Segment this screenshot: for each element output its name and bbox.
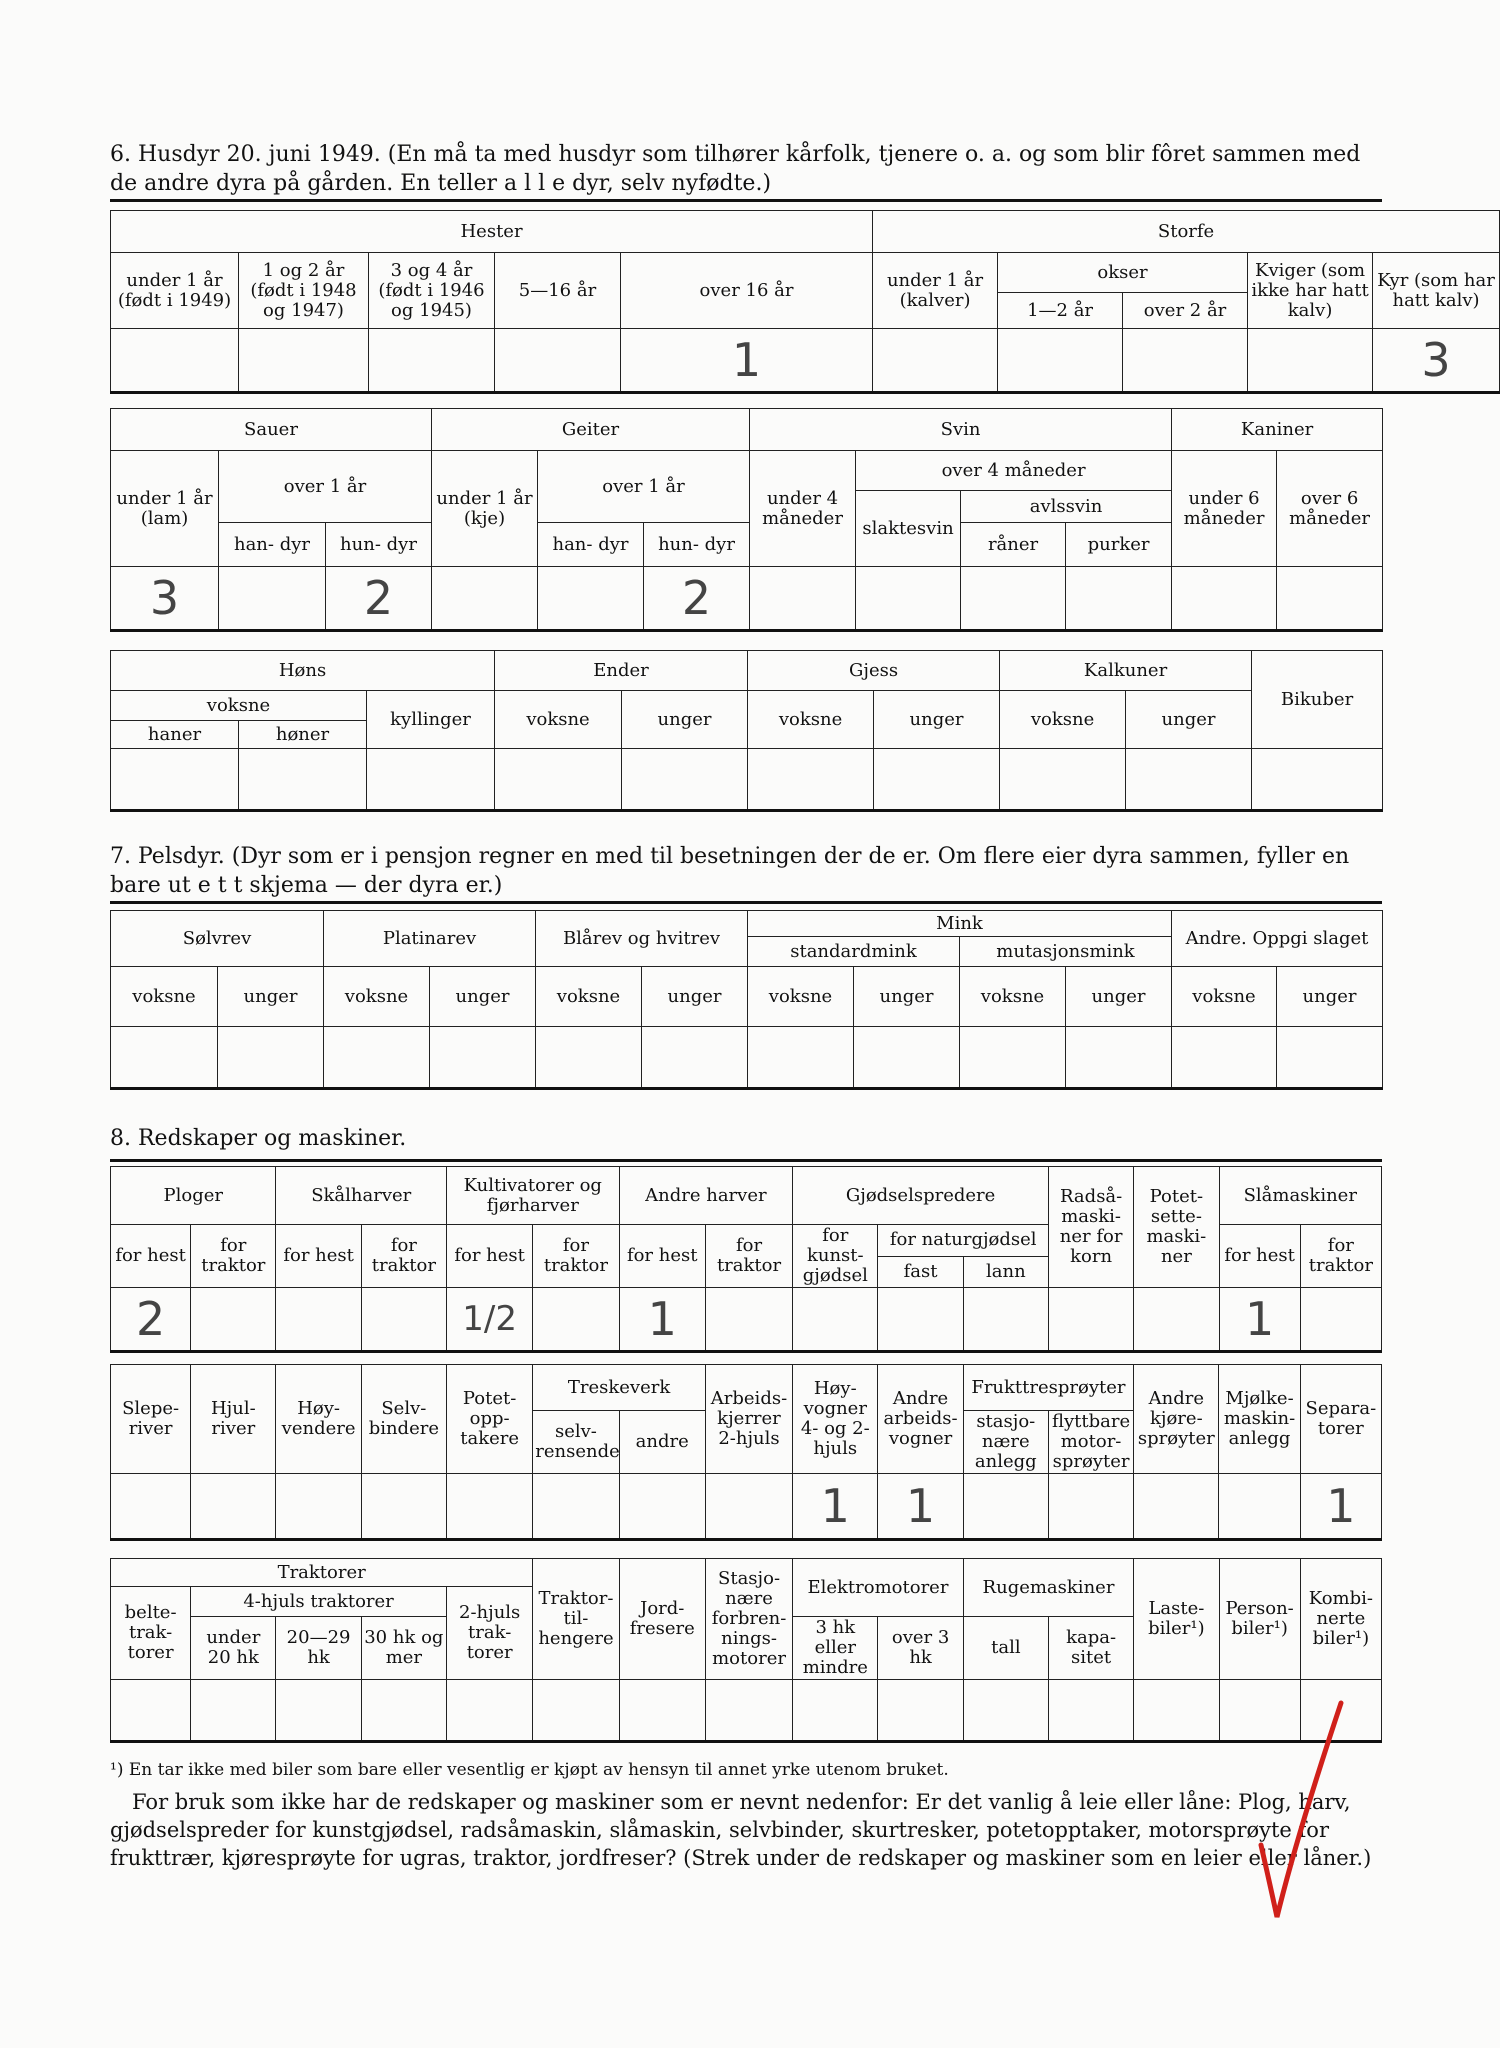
sauer-header: Sauer xyxy=(111,409,432,451)
ender-voksne: voksne xyxy=(495,691,622,749)
field[interactable] xyxy=(111,329,239,393)
field[interactable] xyxy=(1048,1680,1133,1742)
radsamaskiner: Radså- maski- ner for korn xyxy=(1048,1167,1133,1288)
field[interactable] xyxy=(748,749,874,811)
field[interactable] xyxy=(963,1288,1048,1352)
hjul-river: Hjul- river xyxy=(191,1365,276,1474)
pels-voksne: voksne xyxy=(324,967,430,1027)
gjess-header: Gjess xyxy=(748,651,1000,691)
field[interactable] xyxy=(874,749,1000,811)
bikuber: Bikuber xyxy=(1252,651,1383,749)
field[interactable] xyxy=(963,1474,1048,1540)
field[interactable] xyxy=(1248,329,1373,393)
field[interactable] xyxy=(1066,1027,1172,1089)
field[interactable] xyxy=(219,567,326,631)
arbeidskjerrer: Arbeids- kjerrer 2-hjuls xyxy=(705,1365,792,1474)
sla-hest: for hest xyxy=(1219,1225,1300,1288)
field[interactable] xyxy=(619,1474,705,1540)
field[interactable] xyxy=(111,1680,191,1742)
field[interactable] xyxy=(495,749,622,811)
pels-voksne: voksne xyxy=(960,967,1066,1027)
section-8-heading: 8. Redskaper og maskiner. xyxy=(110,1126,407,1151)
geit-hundyr: hun- dyr xyxy=(644,523,750,567)
field[interactable] xyxy=(1134,1680,1219,1742)
harv-traktor: for traktor xyxy=(705,1225,792,1288)
field[interactable] xyxy=(239,749,367,811)
field[interactable] xyxy=(854,1027,960,1089)
field[interactable] xyxy=(705,1474,792,1540)
ruge-kapasitet: kapa- sitet xyxy=(1048,1617,1133,1680)
pels-unger: unger xyxy=(1277,967,1383,1027)
traktor-under20: under 20 hk xyxy=(191,1617,276,1680)
field[interactable] xyxy=(430,1027,536,1089)
field[interactable] xyxy=(960,1027,1066,1089)
field[interactable] xyxy=(276,1680,361,1742)
redskaper-table-1 xyxy=(110,1166,1382,1353)
2-hjuls-traktorer: 2-hjuls trak- torer xyxy=(446,1587,532,1680)
lastebiler: Laste- biler¹) xyxy=(1134,1559,1219,1680)
avlssvin: avlssvin xyxy=(961,491,1172,523)
skal-hest: for hest xyxy=(276,1225,361,1288)
field[interactable] xyxy=(446,1680,532,1742)
field[interactable] xyxy=(793,1288,878,1352)
field[interactable] xyxy=(1048,1474,1133,1540)
andre-harver-header: Andre harver xyxy=(619,1167,793,1225)
field[interactable] xyxy=(218,1027,324,1089)
kalkuner-voksne: voksne xyxy=(1000,691,1126,749)
field[interactable] xyxy=(495,329,621,393)
field[interactable] xyxy=(536,1027,642,1089)
redskaper-table-2 xyxy=(110,1364,1382,1541)
honer: høner xyxy=(239,721,367,749)
rugemaskiner-header: Rugemaskiner xyxy=(963,1559,1134,1617)
field-sla-hest[interactable]: 1 xyxy=(1219,1288,1300,1352)
4-hjuls-header: 4-hjuls traktorer xyxy=(191,1587,447,1617)
personbiler: Person- biler¹) xyxy=(1219,1559,1300,1680)
field-plog-hest[interactable]: 2 xyxy=(111,1288,191,1352)
slepe-river: Slepe- river xyxy=(111,1365,191,1474)
section-6-rule xyxy=(110,199,1382,202)
field[interactable] xyxy=(276,1288,361,1352)
frukttresproyter-header: Frukttresprøyter xyxy=(963,1365,1134,1411)
field[interactable] xyxy=(998,329,1123,393)
natur-fast: fast xyxy=(878,1256,963,1288)
hester-header: Hester xyxy=(111,211,873,253)
geit-kje: under 1 år (kje) xyxy=(432,451,538,567)
field[interactable] xyxy=(748,1027,854,1089)
gjodsel-natur: for naturgjødsel xyxy=(878,1225,1049,1257)
husdyr-fjorfe-table xyxy=(110,650,1383,812)
field[interactable] xyxy=(111,749,239,811)
kult-hest: for hest xyxy=(447,1225,533,1288)
field[interactable] xyxy=(1252,749,1383,811)
field[interactable] xyxy=(367,749,495,811)
field-lam[interactable]: 3 xyxy=(111,567,219,631)
hest-under1: under 1 år (født i 1949) xyxy=(111,253,239,329)
field[interactable] xyxy=(432,567,538,631)
field[interactable] xyxy=(1000,749,1126,811)
kultivatorer-header: Kultivatorer og fjørharver xyxy=(447,1167,620,1225)
field[interactable] xyxy=(111,1027,218,1089)
elektromotorer-header: Elektromotorer xyxy=(793,1559,964,1617)
husdyr-hester-storfe-table xyxy=(110,210,1500,394)
gjess-unger: unger xyxy=(874,691,1000,749)
plog-traktor: for traktor xyxy=(191,1225,276,1288)
field[interactable] xyxy=(538,567,644,631)
hons-header: Høns xyxy=(111,651,495,691)
tresk-andre: andre xyxy=(619,1411,705,1474)
ploger-header: Ploger xyxy=(111,1167,276,1225)
field[interactable] xyxy=(369,329,495,393)
gjess-voksne: voksne xyxy=(748,691,874,749)
raner: råner xyxy=(961,523,1066,567)
field[interactable] xyxy=(878,1680,963,1742)
geiter-header: Geiter xyxy=(432,409,750,451)
section-6-heading: 6. Husdyr 20. juni 1949. (En må ta med husdyr som tilhører kårfolk, tjenere o. a. og som blir fôret sammen med de andre dyra på gården. En teller a l l e dyr, selv nyfødte.) xyxy=(110,142,1361,196)
husdyr-sau-geit-svin-table xyxy=(110,408,1383,632)
field[interactable] xyxy=(1277,1027,1383,1089)
field[interactable] xyxy=(533,1680,619,1742)
potetsettemaskiner: Potet- sette- maski- ner xyxy=(1134,1167,1219,1288)
field[interactable] xyxy=(1300,1288,1381,1352)
kalkuner-header: Kalkuner xyxy=(1000,651,1252,691)
andre-arbeidsvogner: Andre arbeids- vogner xyxy=(878,1365,963,1474)
jordfresere: Jord- fresere xyxy=(619,1559,705,1680)
storfe-kalver: under 1 år (kalver) xyxy=(873,253,998,329)
pels-voksne: voksne xyxy=(1172,967,1277,1027)
field[interactable] xyxy=(324,1027,430,1089)
selv-bindere: Selv- bindere xyxy=(361,1365,446,1474)
svin-over4: over 4 måneder xyxy=(856,451,1172,491)
kombinerte-biler: Kombi- nerte biler¹) xyxy=(1300,1559,1381,1680)
gjodselspredere-header: Gjødselspredere xyxy=(793,1167,1049,1225)
pels-voksne: voksne xyxy=(748,967,854,1027)
field[interactable] xyxy=(705,1288,792,1352)
andre-kjoresproyter: Andre kjøre- sprøyter xyxy=(1134,1365,1219,1474)
separatorer: Separa- torer xyxy=(1300,1365,1381,1474)
gjodsel-kunst: for kunst- gjødsel xyxy=(793,1225,878,1288)
field[interactable] xyxy=(1134,1288,1219,1352)
closing-question: For bruk som ikke har de redskaper og maskiner som er nevnt nedenfor: Er det vanlig å leie eller låne: Plog, harv, gjødselspreder for kunstgjødsel, radsåmaskin, slåmaskin, selvbinder, skurtresker, potetopptaker, motorsprøyte for frukttrær, kjøresprøyte for ugras, traktor, jordfreser? (Strek under de redskaper og maskiner som en leier eller låner.) xyxy=(110,1790,1372,1870)
field[interactable] xyxy=(793,1680,878,1742)
redskaper-table-3 xyxy=(110,1558,1382,1743)
field[interactable] xyxy=(873,329,998,393)
field[interactable] xyxy=(191,1288,276,1352)
traktor-20-29: 20—29 hk xyxy=(276,1617,361,1680)
field[interactable] xyxy=(191,1474,276,1540)
andre-pelsdyr-header: Andre. Oppgi slaget xyxy=(1172,911,1383,967)
field[interactable] xyxy=(642,1027,748,1089)
field[interactable] xyxy=(1134,1474,1219,1540)
treskeverk-header: Treskeverk xyxy=(533,1365,706,1411)
kviger: Kviger (som ikke har hatt kalv) xyxy=(1248,253,1373,329)
pels-unger: unger xyxy=(430,967,536,1027)
kaniner-header: Kaniner xyxy=(1172,409,1383,451)
geit-over1: over 1 år xyxy=(538,451,750,523)
field-andre-arbeidsvogner[interactable]: 1 xyxy=(878,1474,963,1540)
sla-traktor: for traktor xyxy=(1300,1225,1381,1288)
field[interactable] xyxy=(276,1474,361,1540)
field[interactable] xyxy=(878,1288,963,1352)
field-kyr[interactable]: 3 xyxy=(1373,329,1500,393)
skal-traktor: for traktor xyxy=(361,1225,446,1288)
field[interactable] xyxy=(705,1680,792,1742)
kanin-over6: over 6 måneder xyxy=(1277,451,1383,567)
mjolkemaskinanlegg: Mjølke- maskin- anlegg xyxy=(1219,1365,1300,1474)
field-separatorer[interactable]: 1 xyxy=(1300,1474,1381,1540)
field[interactable] xyxy=(961,567,1066,631)
field[interactable] xyxy=(239,329,369,393)
field[interactable] xyxy=(1066,567,1172,631)
red-checkmark-icon xyxy=(1245,1695,1365,1935)
plog-hest: for hest xyxy=(111,1225,191,1288)
potetopptakere: Potet- opp- takere xyxy=(446,1365,532,1474)
field[interactable] xyxy=(361,1288,446,1352)
field[interactable] xyxy=(1219,1474,1300,1540)
tresk-selvrensende: selv- rensende xyxy=(533,1411,619,1474)
okser-over2: over 2 år xyxy=(1123,293,1248,329)
sau-handyr: han- dyr xyxy=(219,523,326,567)
traktor-30: 30 hk og mer xyxy=(361,1617,446,1680)
ender-header: Ender xyxy=(495,651,748,691)
section-7-rule xyxy=(110,901,1382,904)
field[interactable] xyxy=(1123,329,1248,393)
kyllinger: kyllinger xyxy=(367,691,495,749)
field[interactable] xyxy=(361,1680,446,1742)
pels-unger: unger xyxy=(642,967,748,1027)
purker: purker xyxy=(1066,523,1172,567)
storfe-header: Storfe xyxy=(873,211,1500,253)
field[interactable] xyxy=(1048,1288,1133,1352)
hoy-vendere: Høy- vendere xyxy=(276,1365,361,1474)
traktorer-header: Traktorer xyxy=(111,1559,533,1587)
pels-voksne: voksne xyxy=(536,967,642,1027)
field-hoyvogner[interactable]: 1 xyxy=(793,1474,878,1540)
sau-lam: under 1 år (lam) xyxy=(111,451,219,567)
okser-1-2: 1—2 år xyxy=(998,293,1123,329)
field[interactable] xyxy=(533,1474,619,1540)
hons-voksne: voksne xyxy=(111,691,367,721)
section-8-rule xyxy=(110,1159,1382,1162)
mink-header: Mink xyxy=(748,911,1172,937)
field-hest-over16[interactable]: 1 xyxy=(621,329,873,393)
kult-traktor: for traktor xyxy=(533,1225,619,1288)
field[interactable] xyxy=(619,1680,705,1742)
field-kult-hest[interactable]: 1/2 xyxy=(447,1288,533,1352)
field-sau-hundyr[interactable]: 2 xyxy=(326,567,432,631)
footer-notes xyxy=(110,1756,1385,1872)
sau-hundyr: hun- dyr xyxy=(326,523,432,567)
haner: haner xyxy=(111,721,239,749)
field[interactable] xyxy=(1172,567,1277,631)
solvrev-header: Sølvrev xyxy=(111,911,324,967)
slaktesvin: slaktesvin xyxy=(856,491,961,567)
field[interactable] xyxy=(1172,1027,1277,1089)
field-harv-hest[interactable]: 1 xyxy=(619,1288,705,1352)
blarev-header: Blårev og hvitrev xyxy=(536,911,748,967)
footnote: ¹) En tar ikke med biler som bare eller vesentlig er kjøpt av hensyn til annet yrke utenom bruket. xyxy=(110,1760,949,1780)
standardmink: standardmink xyxy=(748,937,960,967)
hoyvogner: Høy- vogner 4- og 2- hjuls xyxy=(793,1365,878,1474)
kalkuner-unger: unger xyxy=(1126,691,1252,749)
kanin-under6: under 6 måneder xyxy=(1172,451,1277,567)
field-geit-hundyr[interactable]: 2 xyxy=(644,567,750,631)
hest-over16: over 16 år xyxy=(621,253,873,329)
field[interactable] xyxy=(856,567,961,631)
kyr: Kyr (som har hatt kalv) xyxy=(1373,253,1500,329)
field[interactable] xyxy=(1277,567,1383,631)
ender-unger: unger xyxy=(622,691,748,749)
okser-header: okser xyxy=(998,253,1248,293)
field[interactable] xyxy=(750,567,856,631)
ruge-tall: tall xyxy=(963,1617,1048,1680)
field[interactable] xyxy=(361,1474,446,1540)
elektro-over3: over 3 hk xyxy=(878,1617,963,1680)
pels-unger: unger xyxy=(218,967,324,1027)
sau-over1: over 1 år xyxy=(219,451,432,523)
platinarev-header: Platinarev xyxy=(324,911,536,967)
frukt-stasjonaere: stasjo- nære anlegg xyxy=(963,1411,1048,1474)
field[interactable] xyxy=(963,1680,1048,1742)
stasjonaere-motorer: Stasjo- nære forbren- nings- motorer xyxy=(705,1559,792,1680)
slamaskiner-header: Slåmaskiner xyxy=(1219,1167,1381,1225)
traktortilhengere: Traktor- til- hengere xyxy=(533,1559,619,1680)
geit-handyr: han- dyr xyxy=(538,523,644,567)
field[interactable] xyxy=(191,1680,276,1742)
elektro-3hk: 3 hk eller mindre xyxy=(793,1617,878,1680)
pels-unger: unger xyxy=(1066,967,1172,1027)
frukt-flyttbare: flyttbare motor- sprøyter xyxy=(1048,1411,1133,1474)
pelsdyr-table xyxy=(110,910,1383,1090)
field[interactable] xyxy=(622,749,748,811)
skalharver-header: Skålharver xyxy=(276,1167,447,1225)
harv-hest: for hest xyxy=(619,1225,705,1288)
natur-lann: lann xyxy=(963,1256,1048,1288)
pels-voksne: voksne xyxy=(111,967,218,1027)
svin-header: Svin xyxy=(750,409,1172,451)
pels-unger: unger xyxy=(854,967,960,1027)
mutasjonsmink: mutasjonsmink xyxy=(960,937,1172,967)
field[interactable] xyxy=(446,1474,532,1540)
hest-3-4: 3 og 4 år (født i 1946 og 1945) xyxy=(369,253,495,329)
field[interactable] xyxy=(533,1288,619,1352)
beltetraktorer: belte- trak- torer xyxy=(111,1587,191,1680)
field[interactable] xyxy=(1126,749,1252,811)
hest-5-16: 5—16 år xyxy=(495,253,621,329)
hest-1-2: 1 og 2 år (født i 1948 og 1947) xyxy=(239,253,369,329)
svin-under4: under 4 måneder xyxy=(750,451,856,567)
field[interactable] xyxy=(111,1474,191,1540)
section-7-heading: 7. Pelsdyr. (Dyr som er i pensjon regner en med til besetningen der de er. Om flere eier dyra sammen, fyller en bare ut e t t skjema — der dyra er.) xyxy=(110,844,1350,898)
